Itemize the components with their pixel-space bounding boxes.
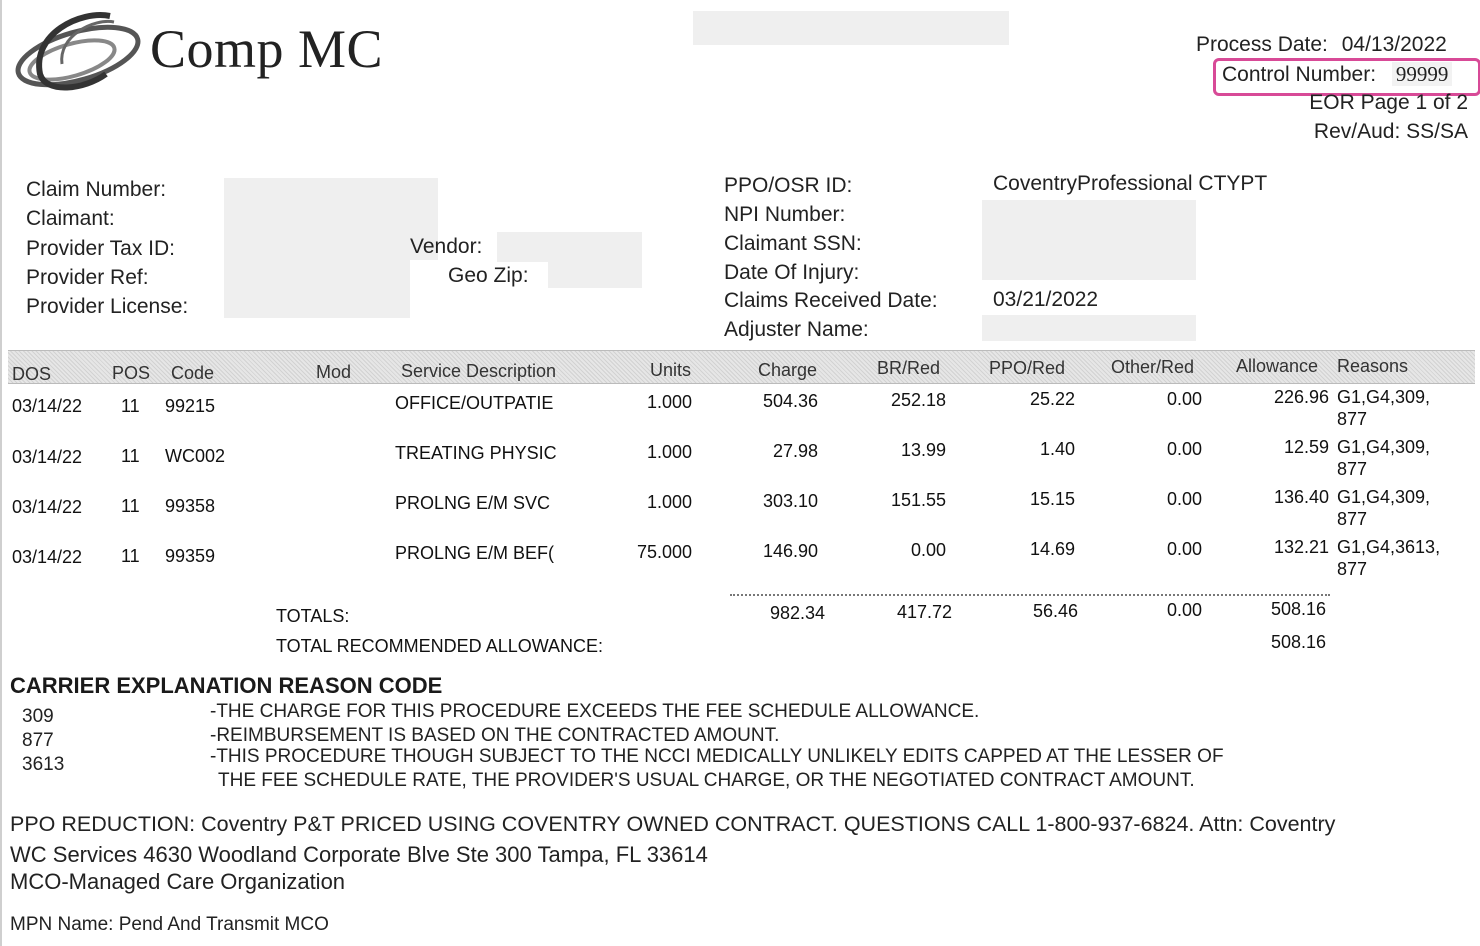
cell-reasons: G1,G4,309, (1337, 437, 1431, 457)
redacted-vendor (497, 232, 642, 262)
cell-reasons: G1,G4,309, (1337, 487, 1431, 507)
cell-allowance: 12.59 (1283, 437, 1329, 457)
claimant-label: Claimant: (26, 207, 115, 230)
reason-text-cont: THE FEE SCHEDULE RATE, THE PROVIDER'S USUAL CHARGE, OR THE NEGOTIATED CONTRACT AMOUNT. (218, 770, 1195, 791)
provider-tax-id-label: Provider Tax ID: (26, 237, 175, 260)
logo-text: Comp MC (150, 19, 384, 79)
cell-charge: 27.98 (772, 441, 818, 461)
col-charge: Charge (758, 360, 818, 380)
cell-pos: 11 (121, 446, 140, 466)
total-recommended-label: TOTAL RECOMMENDED ALLOWANCE: (276, 636, 604, 656)
cell-units: 1.000 (646, 392, 692, 412)
reason-text: -THIS PROCEDURE THOUGH SUBJECT TO THE NCCI MEDICALLY UNLIKELY EDITS CAPPED AT THE LESSER OF (210, 746, 1224, 767)
cell-other-red: 0.00 (1166, 389, 1202, 409)
mco-line: MCO-Managed Care Organization (10, 869, 346, 894)
cell-reasons-cont: 877 (1337, 459, 1368, 479)
cell-desc: PROLNG E/M BEF( (395, 543, 555, 563)
redacted-field (693, 11, 1009, 45)
redacted-geo-zip (548, 260, 642, 288)
adjuster-name-label: Adjuster Name: (724, 318, 869, 341)
total-br-red: 417.72 (896, 602, 952, 622)
cell-br-red: 13.99 (900, 440, 946, 460)
cell-code: 99359 (165, 546, 216, 566)
ppo-osr-id-label: PPO/OSR ID: (724, 174, 853, 197)
redacted-adjuster (982, 315, 1196, 341)
logo (10, 4, 410, 100)
mpn-line: MPN Name: Pend And Transmit MCO (10, 914, 329, 935)
total-allowance: 508.16 (1270, 599, 1326, 619)
control-number-value: 99999 (1392, 62, 1453, 86)
provider-ref-label: Provider Ref: (26, 266, 149, 289)
cell-pos: 11 (121, 546, 140, 566)
vendor-label: Vendor: (410, 235, 483, 258)
geo-zip-label: Geo Zip: (448, 264, 529, 287)
cell-other-red: 0.00 (1166, 489, 1202, 509)
redacted-claim-block (224, 178, 438, 260)
cell-other-red: 0.00 (1166, 439, 1202, 459)
cell-dos: 03/14/22 (12, 447, 83, 467)
cell-dos: 03/14/22 (12, 396, 83, 416)
cell-reasons-cont: 877 (1337, 559, 1368, 579)
cell-charge: 146.90 (762, 541, 818, 561)
npi-number-label: NPI Number: (724, 203, 846, 226)
cell-ppo-red: 15.15 (1029, 489, 1075, 509)
cell-charge: 303.10 (762, 491, 818, 511)
col-allowance: Allowance (1236, 356, 1319, 376)
logo-swoosh-icon (10, 4, 150, 100)
total-charge: 982.34 (769, 603, 825, 623)
total-recommended-value: 508.16 (1270, 632, 1326, 652)
cell-allowance: 226.96 (1273, 387, 1329, 407)
col-ppo-red: PPO/Red (989, 358, 1066, 378)
total-other-red: 0.00 (1166, 600, 1202, 620)
cell-reasons-cont: 877 (1337, 409, 1368, 429)
col-other-red: Other/Red (1111, 357, 1195, 377)
cell-br-red: 252.18 (890, 390, 946, 410)
claim-number-label: Claim Number: (26, 178, 167, 201)
reason-text: -THE CHARGE FOR THIS PROCEDURE EXCEEDS THE FEE SCHEDULE ALLOWANCE. (210, 701, 980, 722)
col-code: Code (171, 363, 215, 383)
redacted-npi-ssn (982, 200, 1196, 280)
claimant-ssn-label: Claimant SSN: (724, 232, 862, 255)
col-units: Units (650, 360, 692, 380)
control-number (1222, 62, 1452, 87)
reason-code: 309 (22, 706, 54, 727)
cell-code: 99358 (165, 496, 216, 516)
explanation-title: CARRIER EXPLANATION REASON CODE (10, 673, 443, 698)
cell-pos: 11 (121, 396, 140, 416)
ppo-reduction-line: PPO REDUCTION: Coventry P&T PRICED USING COVENTRY OWNED CONTRACT. QUESTIONS CALL 1-800-937-6824. Attn: Coventry (10, 812, 1336, 836)
col-service-description: Service Description (401, 361, 557, 381)
reason-code: 877 (22, 730, 54, 751)
cell-allowance: 136.40 (1273, 487, 1329, 507)
process-date (1196, 33, 1447, 57)
cell-charge: 504.36 (762, 391, 818, 411)
totals-label: TOTALS: (276, 606, 350, 626)
date-of-injury-label: Date Of Injury: (724, 261, 860, 284)
rev-aud: Rev/Aud: SS/SA (1313, 120, 1468, 143)
ppo-osr-id-value: CoventryProfessional CTYPT (993, 172, 1268, 195)
provider-license-label: Provider License: (26, 295, 189, 318)
reason-text: -REIMBURSEMENT IS BASED ON THE CONTRACTED AMOUNT. (210, 725, 780, 746)
control-number-label: Control Number: (1222, 63, 1377, 86)
col-pos: POS (112, 363, 151, 383)
cell-ppo-red: 1.40 (1039, 439, 1075, 459)
reason-code: 3613 (22, 754, 65, 775)
col-br-red: BR/Red (877, 358, 941, 378)
cell-dos: 03/14/22 (12, 497, 83, 517)
cell-br-red: 151.55 (890, 490, 946, 510)
ppo-address-line: WC Services 4630 Woodland Corporate Blve Ste 300 Tampa, FL 33614 (10, 842, 708, 867)
claims-received-date-value: 03/21/2022 (993, 288, 1099, 311)
cell-desc: OFFICE/OUTPATIE (395, 393, 554, 413)
cell-allowance: 132.21 (1273, 537, 1329, 557)
redacted-license (224, 258, 410, 318)
cell-units: 1.000 (646, 492, 692, 512)
cell-code: 99215 (165, 396, 216, 416)
cell-dos: 03/14/22 (12, 547, 83, 567)
col-mod: Mod (316, 362, 352, 382)
claims-received-date-label: Claims Received Date: (724, 289, 938, 312)
cell-code: WC002 (165, 446, 226, 466)
page-edge (0, 0, 2, 946)
col-dos: DOS (12, 364, 52, 384)
cell-br-red: 0.00 (910, 540, 946, 560)
cell-ppo-red: 25.22 (1029, 389, 1075, 409)
cell-units: 75.000 (636, 542, 692, 562)
col-reasons: Reasons (1337, 356, 1409, 376)
cell-ppo-red: 14.69 (1029, 539, 1075, 559)
cell-desc: PROLNG E/M SVC (395, 493, 551, 513)
process-date-label: Process Date: (1196, 33, 1328, 56)
cell-reasons: G1,G4,309, (1337, 387, 1431, 407)
cell-units: 1.000 (646, 442, 692, 462)
cell-desc: TREATING PHYSIC (395, 443, 557, 463)
cell-reasons: G1,G4,3613, (1337, 537, 1441, 557)
total-ppo-red: 56.46 (1032, 601, 1078, 621)
cell-reasons-cont: 877 (1337, 509, 1368, 529)
cell-other-red: 0.00 (1166, 539, 1202, 559)
eor-page: EOR Page 1 of 2 (1309, 91, 1468, 114)
process-date-value: 04/13/2022 (1341, 33, 1447, 56)
totals-separator (730, 594, 1330, 596)
cell-pos: 11 (121, 496, 140, 516)
